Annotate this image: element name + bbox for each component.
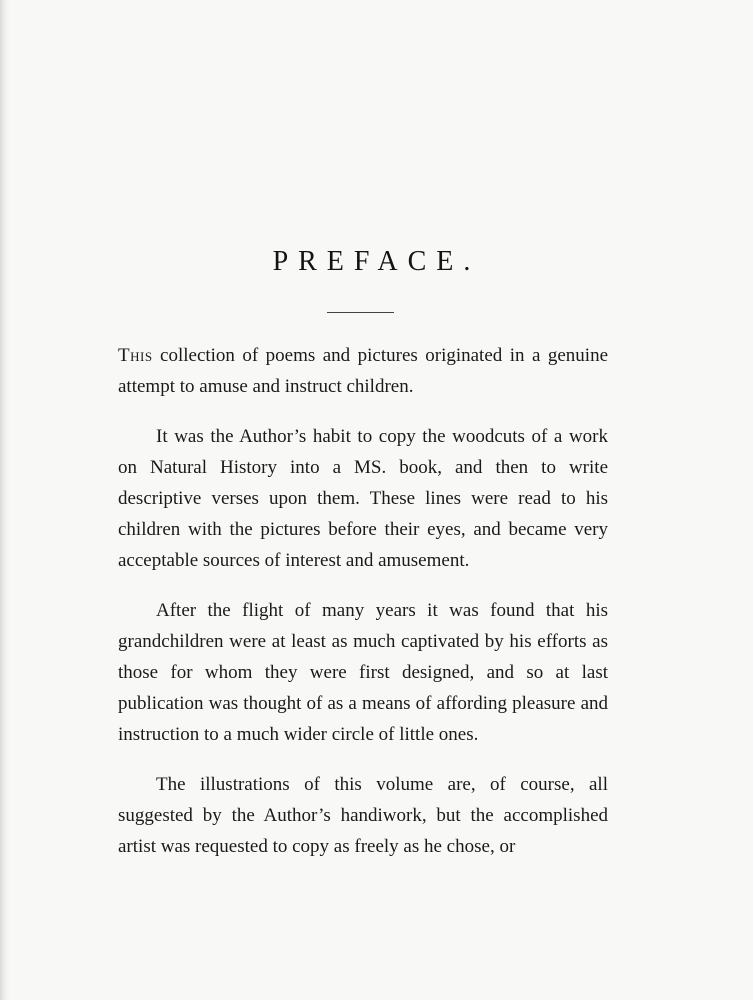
paragraph-1 [118, 340, 608, 402]
page-title: PREFACE. [272, 246, 481, 277]
paragraph-4: The illustrations of this volume are, of course, all suggested by the Author’s handiwork, but the accomplished artist was requested to copy as freely as he chose, or [118, 774, 608, 857]
paragraph-1-text: collection of poems and pictures originated in a genuine attempt to amuse and instruct children. [118, 345, 608, 397]
paragraph-1-lead-word: This [118, 345, 153, 366]
page-edge-shadow [0, 0, 10, 1000]
paragraph-3: After the flight of many years it was found that his grandchildren were at least as much captivated by his efforts as those for whom they were first designed, and so at last publication was thought of as a means of affording pleasure and instruction to a much wider circle of little ones. [118, 600, 608, 745]
paragraph-2: It was the Author’s habit to copy the woodcuts of a work on Natural History into a MS. book, and then to write descriptive verses upon them. These lines were read to his children with the pictures before their eyes, and became very acceptable sources of interest and amusement. [118, 426, 608, 571]
preface-body [118, 340, 608, 881]
title-divider [327, 312, 394, 313]
